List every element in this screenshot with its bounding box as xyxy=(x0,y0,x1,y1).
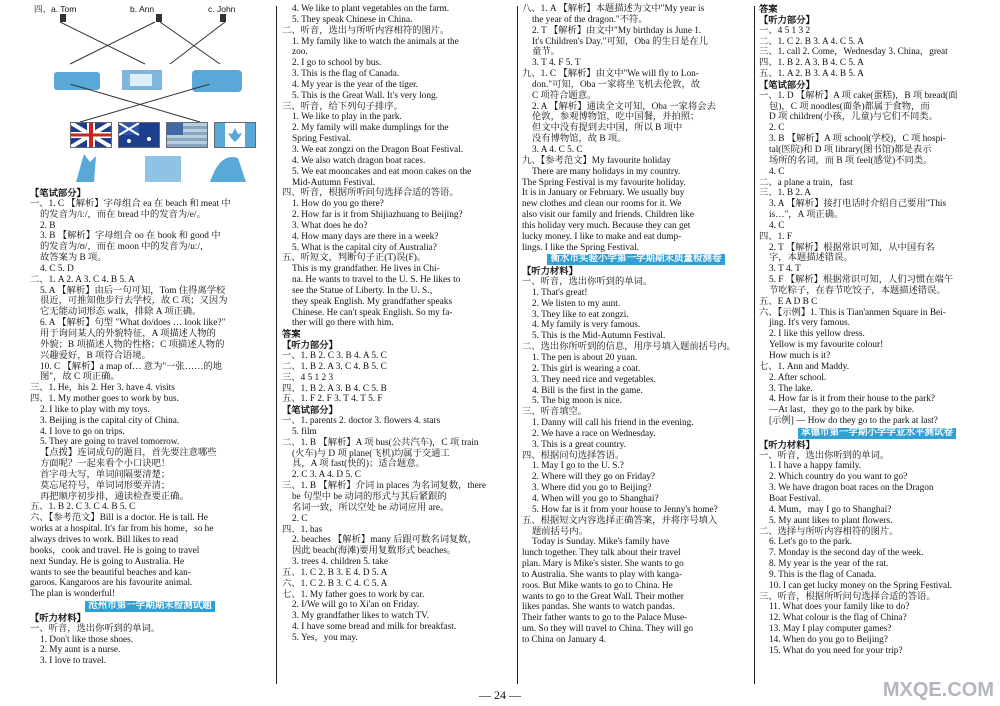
answer-line: Mid-Autumn Festival. xyxy=(292,177,376,188)
answer-line: 2. This girl is wearing a coat. xyxy=(532,363,641,374)
answer-line: 5. F 【解析】根据常识可知，人们习惯在端午 xyxy=(769,275,954,286)
answer-line: 二、选出你所听到的信息，用序号填入题前括号内。 xyxy=(522,342,736,353)
answer-line: Yellow is my favourite colour! xyxy=(769,340,884,351)
answer-line: 二、a plane a train，fast xyxy=(759,177,853,188)
answer-line: 3. We have dragon boat races on the Dragon xyxy=(769,483,934,494)
answer-line: 3. The lake. xyxy=(769,383,813,394)
answer-line: 5. What is the capital city of Australia? xyxy=(292,242,437,253)
answer-line: 三、听音，根据所听问句选择合适的答语。 xyxy=(759,591,936,602)
answer-line: 三、听音填空。 xyxy=(522,407,588,418)
answer-line: 5. The big moon is nice. xyxy=(532,396,622,407)
answer-line: this holiday very much. Because they can get xyxy=(522,220,691,231)
answer-line: 包)，C 项 noodles(面条)都属于食物，而 xyxy=(769,101,930,112)
answer-line: 5. Yes，you may. xyxy=(292,632,358,643)
answer-line: 1. How do you go there? xyxy=(292,199,384,210)
answer-line: 4. My year is the year of the tiger. xyxy=(292,79,418,90)
section-heading: 【听力材料】 xyxy=(30,612,86,623)
answer-line: 4. C xyxy=(769,220,785,231)
answer-line: see the Statue of Liberty. In the U. S.， xyxy=(292,285,439,296)
answer-line: roos. But Mike wants to go to China. He xyxy=(522,580,673,591)
answer-line: 一、1. D 【解析】A 项 cake(蛋糕)，B 项 bread(面 xyxy=(759,90,958,101)
answer-line: 四、听音，根据所听问句选择合适的答语。 xyxy=(282,188,459,199)
answer-line: jing. It's very famous. xyxy=(769,318,850,329)
answer-line: 二、听音，选出与所听内容相符的图片。 xyxy=(282,25,450,36)
answer-line: This is my grandfather. He lives in Chi- xyxy=(292,264,440,275)
answer-line: 三、1. He，his 2. Her 3. have 4. visits xyxy=(30,383,175,394)
answer-line: 5. A 【解析】由后一句可知，Tom 住得离学校 xyxy=(40,285,226,296)
answer-line: 10. C 【解析】a map of… 意为"一张……的地 xyxy=(40,361,222,372)
column-1 xyxy=(30,4,270,667)
answer-line: lunch together. They talk about their travel xyxy=(522,548,681,559)
section-heading: 【听力材料】 xyxy=(522,266,578,277)
answer-line: 1. That's great! xyxy=(532,287,588,298)
answer-line: Their father wants to go to the Palace Muse- xyxy=(522,613,688,624)
answer-line: 3. B 【解析】A 项 school(学校)，C 项 hospi- xyxy=(769,134,946,145)
label-john: c. John xyxy=(208,4,236,14)
answer-line: 再把顺序初步排，通读检查要正确。 xyxy=(40,491,189,502)
answer-line: 2. B xyxy=(40,220,56,231)
answer-line: new clothes and clean our rooms for it. We xyxy=(522,199,682,210)
answer-line: 2. T 【解析】由文中"My birthday is June 1. xyxy=(532,25,702,36)
test-banner: 沧州市第一学期期末检测试题 xyxy=(85,601,215,612)
answer-line: 五、1. A 2. B 3. A 4. B 5. A xyxy=(759,69,864,80)
answer-line: 2. I go to school by bus. xyxy=(292,58,382,69)
answer-line: 三、1. B 【解析】介词 in places 为名词复数，there xyxy=(282,481,486,492)
answer-line: 图"，故 C 项正确。 xyxy=(40,372,120,383)
answer-line: 5. This is the Mid-Autumn Festival. xyxy=(532,331,666,342)
answer-line: 1. My family like to watch the animals at the xyxy=(292,36,459,47)
answer-line: tal(医院)和 D 项 library(图书馆)都是表示 xyxy=(769,144,932,155)
answer-line: 三、4 5 1 2 3 xyxy=(282,372,334,383)
answer-line: 外貌；B 项描述人物的性格；C 项描述人物的 xyxy=(40,339,225,350)
answer-line: 它无能动词形态 walk，排除 A 项正确。 xyxy=(40,307,202,318)
answer-line: likes pandas. She wants to watch pandas. xyxy=(522,602,675,613)
answer-line: 2. I/We will go to Xi'an on Friday. xyxy=(292,600,420,611)
answer-line: wants to go to the Great Wall. Their mother xyxy=(522,591,684,602)
answer-line: 3. They like to eat zongzi. xyxy=(532,309,629,320)
answer-line: 字，本题描述错误。 xyxy=(769,253,853,264)
answer-line: 5. They are going to travel tomorrow. xyxy=(40,437,180,448)
answer-line: 1. Danny will call his friend in the evening. xyxy=(532,418,694,429)
answer-line: 四、1. My mother goes to work by bus. xyxy=(30,394,179,405)
answer-line: 具，A 项 fast(快的)；适合题意。 xyxy=(292,459,425,470)
answer-line: 2. I like this yellow dress. xyxy=(769,329,865,340)
answer-line: 一、1. C 【解析】字母组合 ea 在 beach 和 meat 中 xyxy=(30,198,231,209)
column-2 xyxy=(282,4,514,644)
answer-line: There are many holidays in my country. xyxy=(532,166,681,177)
section-heading: 【笔试部分】 xyxy=(30,188,86,198)
answer-line: 童节。 xyxy=(532,47,560,58)
answer-line: is…"，A 项正确。 xyxy=(769,210,844,221)
answer-line: 一、1. parents 2. doctor 3. flowers 4. stars xyxy=(282,416,441,427)
answer-line: 场所的名词，而 B 项 feel(感觉)不同类。 xyxy=(769,155,933,166)
answer-line: 故答案为 B 项。 xyxy=(40,253,107,264)
answer-line: 的发音为/ʊ/，而在 moon 中的发音为/uː/， xyxy=(40,242,210,253)
answer-line: 4. When will you go to Shanghai? xyxy=(532,493,659,504)
answer-line: D 项 children(小孩，儿童)与它们不同类。 xyxy=(769,112,938,123)
answer-line: the year of the dragon."不符。 xyxy=(532,14,648,25)
answer-line: 3. B 【解析】字母组合 oo 在 book 和 good 中 xyxy=(40,231,221,242)
answer-line: 2. My aunt is a nurse. xyxy=(40,645,121,656)
answers-heading: 答案 xyxy=(759,4,778,14)
answer-line: 二、选择与所听内容相符的图片。 xyxy=(759,526,899,537)
answer-line: 2. C 3. A 4. D 5. C xyxy=(292,470,361,481)
answer-line: garoos. Kangaroos are his favourite animal. xyxy=(30,578,193,589)
column-3 xyxy=(522,4,750,646)
answer-line: 4. C 5. D xyxy=(40,263,74,274)
answer-line: 2. C xyxy=(769,123,785,134)
answer-line: lings. I like the Spring Festival. xyxy=(522,242,639,253)
answer-line: um. So they will travel to China. They will go xyxy=(522,624,694,635)
answer-line: 五、根据短文内容选择正确答案，并将序号填入 xyxy=(522,515,718,526)
answer-line: to Australia. She wants to play with kanga- xyxy=(522,569,683,580)
answer-line: 莫忘尾符号，单词词形要弄清； xyxy=(40,480,171,491)
answer-line: 八、1. A 【解析】本题描述为文中"My year is xyxy=(522,4,705,14)
section-heading: 【笔试部分】 xyxy=(759,79,815,90)
answer-line: 3. We eat zongzi on the Dragon Boat Festival. xyxy=(292,144,464,155)
answer-line: 3. They need rice and vegetables. xyxy=(532,374,656,385)
answer-line: 五、1. F 2. F 3. T 4. T 5. F xyxy=(282,394,383,405)
answer-line: 2. A 【解析】通读全文可知，Oba 一家将会去 xyxy=(532,101,716,112)
answer-line: The plan is wonderful! xyxy=(30,589,115,600)
answer-line: 2. Which country do you want to go? xyxy=(769,472,908,483)
answer-line: ther will go there with him. xyxy=(292,318,394,329)
answer-line: 一、1. B 2. C 3. B 4. A 5. C xyxy=(282,351,387,361)
answer-line: 二、1. A 2. A 3. C 4. B 5. A xyxy=(30,274,135,285)
answer-line: 三、听音，给下列句子排序。 xyxy=(282,101,403,112)
answer-line: works at a hospital. It's far from his home，so he xyxy=(30,524,214,535)
answer-line: 1. I have a happy family. xyxy=(769,461,862,472)
usa-flag-icon xyxy=(166,122,208,148)
answer-line: 没有博物馆，故 B 项。 xyxy=(532,134,627,145)
answer-line: 首字母大写，单词间隔要清楚； xyxy=(40,469,171,480)
answer-line: 五、1. B 2. C 3. C 4. B 5. C xyxy=(30,502,136,513)
answer-line: don."可知，Oba 一家将坐飞机去伦敦，故 xyxy=(532,79,701,90)
column-divider xyxy=(754,6,755,684)
answer-line: 4. Mum，may I go to Shanghai? xyxy=(769,504,892,515)
answer-line: The Spring Festival is my favourite holiday. xyxy=(522,177,686,188)
answer-line: 2. After school. xyxy=(769,372,827,383)
answer-line: 九、1. C 【解析】由文中"We will fly to Lon- xyxy=(522,69,699,80)
answer-line: 3. What does he do? xyxy=(292,220,368,231)
answer-line: 4. We also watch dragon boat races. xyxy=(292,155,426,166)
column-4 xyxy=(759,4,995,657)
answer-line: 2. How far is it from Shijiazhuang to Beijing? xyxy=(292,210,463,221)
second-matching-lines xyxy=(60,84,260,124)
answer-line: 5. My aunt likes to plant flowers. xyxy=(769,515,893,526)
answer-line: 六、1. C 2. B 3. C 4. C 5. A xyxy=(282,578,388,589)
answer-line: 3. T 4. F 5. T xyxy=(532,58,581,69)
answer-line: Today is Sunday. Mike's family have xyxy=(532,537,670,548)
answer-line: 4. My family is very famous. xyxy=(532,320,641,331)
answer-line: 4. Bill is the first in the game. xyxy=(532,385,643,396)
answers-heading: 答案 xyxy=(282,329,301,340)
answer-line: 七、1. Ann and Maddy. xyxy=(759,361,850,372)
answer-line: 用于询问某人的外貌特征，A 项描述人物的 xyxy=(40,328,216,339)
answer-line: 2. beaches 【解析】many 后跟可数名词复数， xyxy=(292,535,477,546)
answer-line: be 句型中 be 动词的形式与其后紧跟的 xyxy=(292,491,447,502)
answer-line: 4. We like to plant vegetables on the farm. xyxy=(292,4,450,14)
answer-line: 1. The pen is about 20 yuan. xyxy=(532,353,638,363)
answer-line: 二、1. B 2. A 3. C 4. B 5. C xyxy=(282,361,387,372)
test-banner: 承德市第一学期小学学业水平测试卷 xyxy=(798,428,956,439)
answer-line: 11. What does your family like to do? xyxy=(769,602,910,613)
answer-line: 一、听音，选出你听到的单词。 xyxy=(759,450,890,461)
answer-line: 3. T 4. T xyxy=(769,264,801,275)
answer-line: 2. My family will make dumplings for the xyxy=(292,123,449,134)
answer-line: How much is it? xyxy=(769,351,831,361)
answer-line: 三、1. B 2. A xyxy=(759,188,811,199)
answer-line: 5. How far is it from your house to Jenny's home? xyxy=(532,504,718,515)
answer-line: 五、1. C 2. B 3. E 4. D 5. A xyxy=(282,567,388,578)
answer-line: It is in January or February. We usually buy xyxy=(522,188,685,199)
answer-line: —At last，they go to the park by bike. xyxy=(769,405,915,416)
answer-line: 12. What colour is the flag of China? xyxy=(769,613,907,624)
answer-line: It's Children's Day."可知，Oba 的生日是在儿 xyxy=(532,36,708,47)
answer-line: 3. A 【解析】接打电话时介绍自己要用"This xyxy=(769,199,947,210)
answer-line: 3. Where did you go to Beijing? xyxy=(532,483,652,494)
answer-line: 很近，可推知他步行去学校，故 C 项；又因为 xyxy=(40,296,228,307)
col1-content xyxy=(30,188,270,667)
answer-line: 四、1. B 2. A 3. B 4. C 5. A xyxy=(759,58,864,69)
answer-line: 5. This is the Great Wall. It's very long. xyxy=(292,90,438,101)
answer-line: 4. I love to go on trips. xyxy=(40,426,125,437)
answer-line: Chinese. He can't speak English. So my fa- xyxy=(292,307,453,318)
answer-line: 二、1. C 2. B 3. A 4. C 5. A xyxy=(759,36,864,47)
answer-line: C 项符合题意。 xyxy=(532,90,597,101)
answer-line: 题前括号内。 xyxy=(532,526,588,537)
answer-line: to China on January 4. xyxy=(522,634,606,645)
answer-line: 4. How far is it from their house to the park? xyxy=(769,394,936,405)
answer-line: also visit our family and friends. Children like xyxy=(522,210,694,221)
answer-line: 13. May I play computer games? xyxy=(769,624,892,635)
answer-line: 一、4 5 1 3 2 xyxy=(759,25,811,36)
answer-line: 6. A 【解析】句型 "What do/does … look like?" xyxy=(40,318,226,329)
answer-line: 因此 beach(海滩)要用复数形式 beaches。 xyxy=(292,546,457,557)
answer-line: zoo. xyxy=(292,47,308,58)
answer-line: 6. Let's go to the park. xyxy=(769,537,853,548)
australia-flag-icon xyxy=(118,122,160,148)
answer-line: 四、1. B 2. A 3. B 4. C 5. B xyxy=(282,383,387,394)
canada-flag-icon xyxy=(214,122,256,148)
answer-line: 2. T 【解析】根据常识可知，从中国有名 xyxy=(769,242,935,253)
label-tom: 四、a. Tom xyxy=(34,4,77,14)
answer-line: 3. trees 4. children 5. take xyxy=(292,557,389,568)
answer-line: 4. I have some bread and milk for breakfast. xyxy=(292,622,457,633)
answer-line: 四、根据问句选择答语。 xyxy=(522,450,625,461)
answer-line: 3. I love to travel. xyxy=(40,656,107,667)
answer-line: 九、【参考范文】My favourite holiday xyxy=(522,155,671,166)
answer-line: 3. This is the flag of Canada. xyxy=(292,69,400,80)
section-heading: 【听力材料】 xyxy=(759,439,815,450)
answer-line: 一、听音，选出你听到的单词。 xyxy=(30,623,161,634)
answer-line: 4. C xyxy=(769,166,785,177)
section-heading: 【听力部分】 xyxy=(759,14,815,25)
answer-line: 方面呢？一起来看个小口诀吧！ xyxy=(40,459,171,470)
answer-line: 六、【示例】1. This is Tian'anmen Square in Bei- xyxy=(759,307,946,318)
section-heading: 【听力部分】 xyxy=(282,340,338,351)
answer-line: plan. Mary is Mike's sister. She wants to go xyxy=(522,559,684,570)
uk-flag-icon xyxy=(70,122,112,148)
answer-line: 1. We like to play in the park. xyxy=(292,112,402,123)
answer-line: [示例] — How do they go to the park at last? xyxy=(769,416,938,427)
answer-line: 节吃粽子，在春节吃饺子，本题描述错误。 xyxy=(769,285,946,296)
test-banner: 衡水市实验小学第一学期期末质量检测卷 xyxy=(547,254,724,265)
answer-line: 1. May I go to the U. S.? xyxy=(532,461,624,472)
answer-line: they speak English. My grandfather speaks xyxy=(292,296,453,307)
answer-line: 兴趣爱好，B 项符合语境。 xyxy=(40,350,151,361)
answer-line: 伦敦，参观博物馆，吃中国餐，并拍照； xyxy=(532,112,700,123)
answer-line: 五、E A D B C xyxy=(759,296,818,307)
answer-line: 3. Beijing is the capital city of China. xyxy=(40,415,180,426)
answer-line: 7. Monday is the second day of the week. xyxy=(769,548,924,559)
answer-line: wants to see the beautiful beaches and kan- xyxy=(30,567,191,578)
answer-line: 3. This is a great country. xyxy=(532,439,626,450)
answer-line: 15. What do you need for your trip? xyxy=(769,645,903,656)
answer-line: 名词一致，所以空处 be 动词应用 are。 xyxy=(292,502,450,513)
answer-line: 2. Where will they go on Friday? xyxy=(532,472,655,483)
answer-line: 的发音为/iː/，而在 bread 中的发音为/e/。 xyxy=(40,209,206,220)
answer-line: 四、1. has xyxy=(282,524,323,535)
answer-line: 9. This is the flag of Canada. xyxy=(769,569,877,580)
answer-line: 六、【参考范文】Bill is a doctor. He is tall. He xyxy=(30,513,208,524)
answer-line: 3. A 4. C 5. C xyxy=(532,144,583,155)
answer-line: 【点拨】连词成句的题目，首先要注意哪些 xyxy=(40,448,217,459)
answer-line: 一、听音，选出你听到的单词。 xyxy=(522,277,653,288)
answer-line: always drives to work. Bill likes to read xyxy=(30,535,179,545)
answer-line: (火车)与 D 项 plane(飞机)均属于交通工 xyxy=(292,448,450,459)
answer-line: 10. I can get lucky money on the Spring Festival. xyxy=(769,580,953,591)
answer-line: 3. My grandfather likes to watch TV. xyxy=(292,611,430,622)
answer-line: na. He wants to travel to the U. S. He likes to xyxy=(292,275,461,286)
answer-line: 七、1. My father goes to work by car. xyxy=(282,589,425,600)
answer-line: 四、1. F xyxy=(759,231,793,242)
answer-line: 2. We have a race on Wednesday. xyxy=(532,428,656,439)
answer-line: 但文中没有提到去中国，所以 B 项中 xyxy=(532,123,683,134)
answer-line: 二、1. B 【解析】A 项 bus(公共汽车)，C 项 train xyxy=(282,437,479,448)
answer-line: 4. How many days are there in a week? xyxy=(292,231,439,242)
answer-line: 8. My year is the year of the rat. xyxy=(769,559,889,570)
answer-line: 三、1. call 2. Come，Wednesday 3. China，great xyxy=(759,47,948,58)
answer-line: 5. We eat mooncakes and eat moon cakes on the xyxy=(292,166,472,177)
answer-line: books，cook and travel. He is going to travel xyxy=(30,545,200,556)
watermark-logo: MXQE.COM xyxy=(882,679,994,701)
page-number: — 24 — xyxy=(479,688,521,702)
column-divider xyxy=(517,6,518,684)
answer-line: 2. I like to play with my toys. xyxy=(40,404,150,415)
answer-line: 2. C xyxy=(292,513,308,524)
answer-line: lucky money. I like to make and eat dump- xyxy=(522,231,682,242)
answer-line: next Sunday. He is going to Australia. He xyxy=(30,556,185,567)
answer-line: 5. film xyxy=(292,426,317,437)
animal-pictures-row xyxy=(30,148,270,188)
matching-picture-exercise xyxy=(30,4,270,156)
answer-line: 2. We listen to my aunt. xyxy=(532,298,621,309)
answer-line: Boat Festival. xyxy=(769,493,821,504)
answer-line: 1. Don't like those shoes. xyxy=(40,634,134,645)
label-ann: b. Ann xyxy=(130,4,155,14)
answer-line: 五、听短文，判断句子正(T)误(F)。 xyxy=(282,253,427,264)
section-heading: 【笔试部分】 xyxy=(282,405,338,416)
answer-line: 14. When do you go to Beijing? xyxy=(769,634,888,645)
answer-line: Spring Festival. xyxy=(292,134,351,145)
column-divider xyxy=(276,6,277,684)
answer-line: 5. They speak Chinese in China. xyxy=(292,14,413,25)
